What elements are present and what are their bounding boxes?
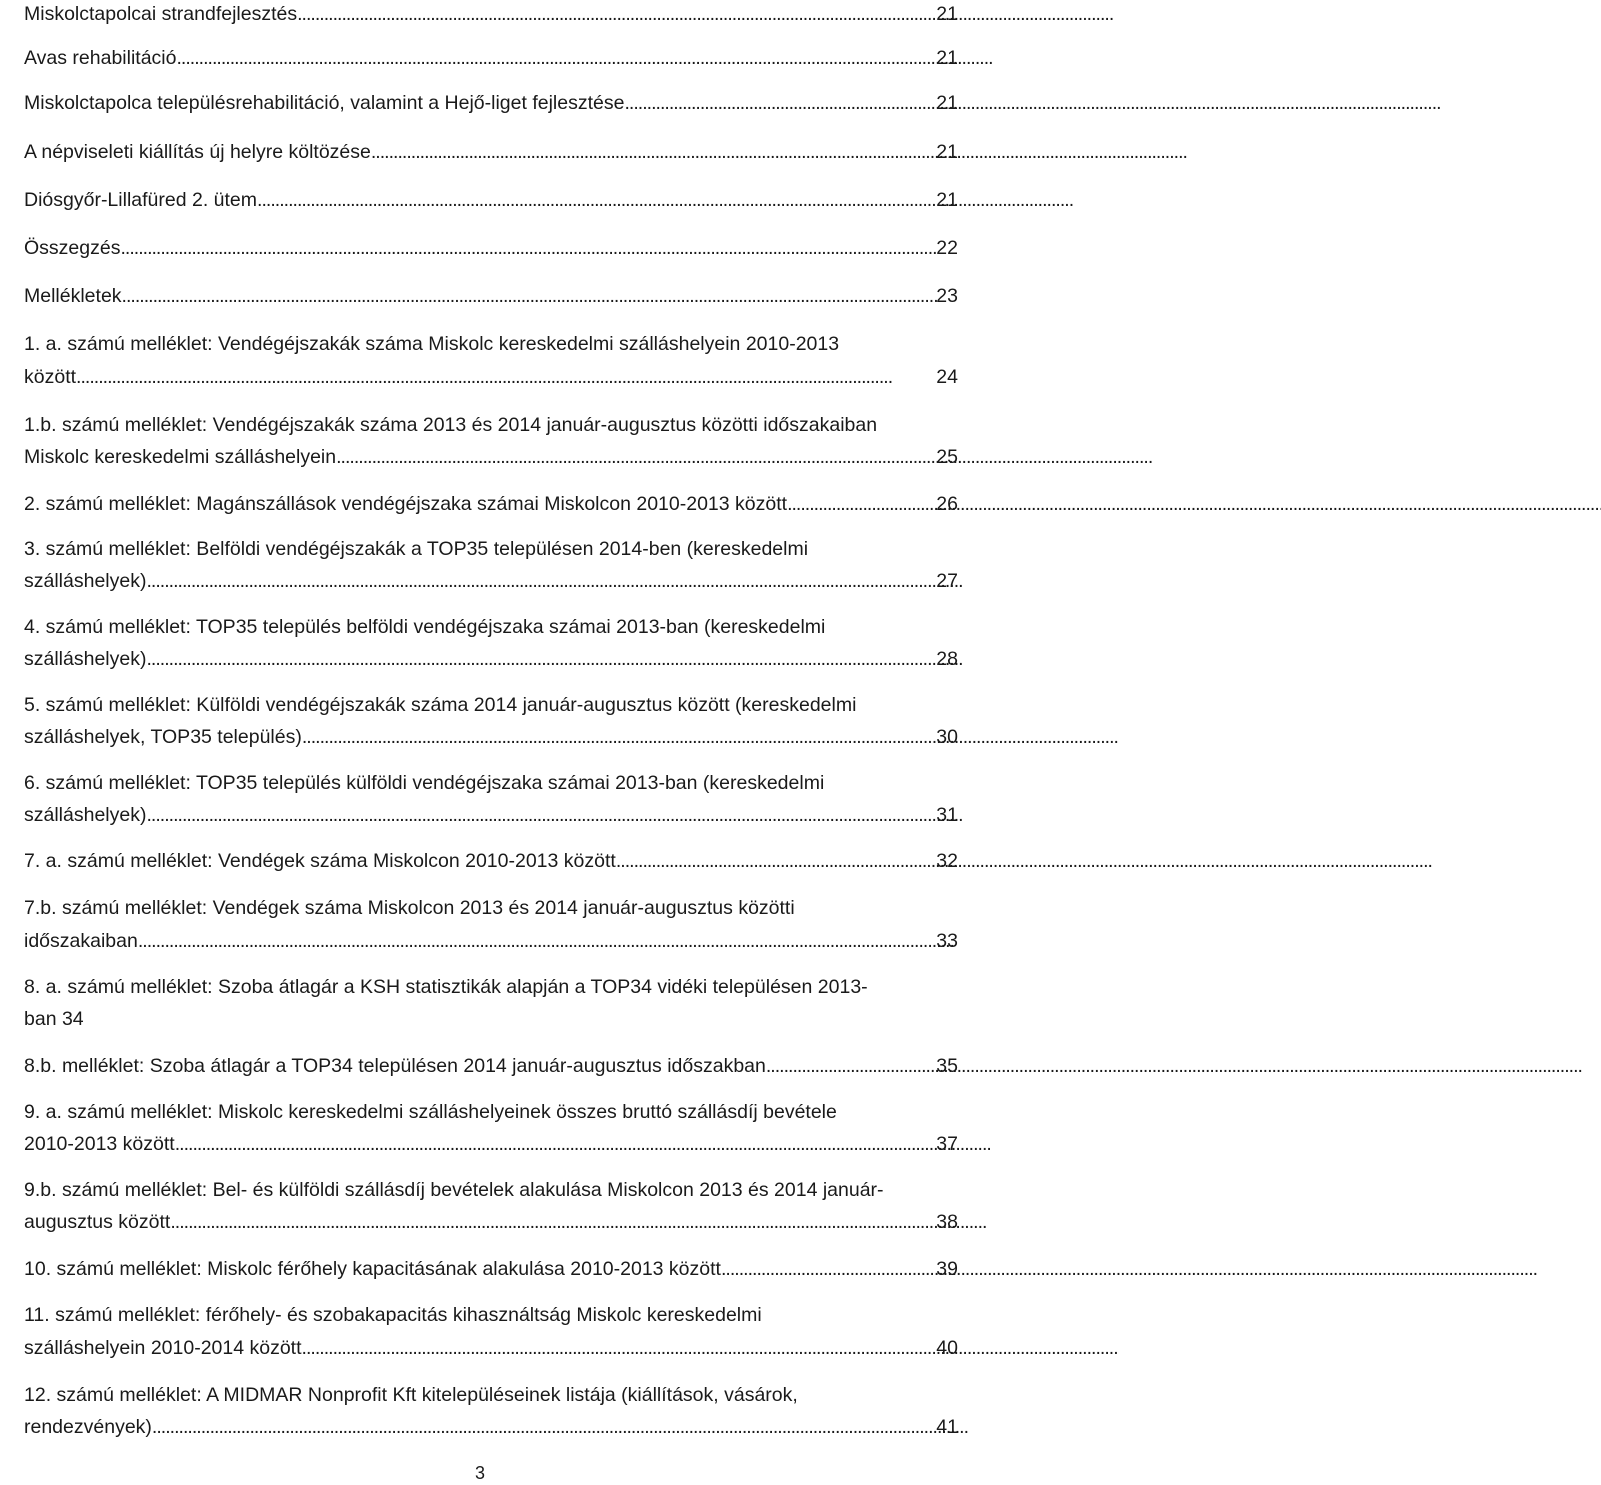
toc-entry-page: 35 xyxy=(936,1055,958,1077)
toc-entry-title: szálláshelyek, TOP35 település) xyxy=(24,726,302,748)
toc-entry-page: 21 xyxy=(936,3,958,25)
toc-entry-page: 41 xyxy=(936,1416,958,1438)
toc-entry[interactable] xyxy=(24,725,958,749)
toc-entry-title-line2[interactable]: ban 34 xyxy=(24,1008,84,1030)
toc-leader-dots xyxy=(257,188,934,212)
toc-entry-page: 40 xyxy=(936,1337,958,1359)
toc-leader-dots xyxy=(787,492,934,516)
toc-entry-title-line1[interactable]: 6. számú melléklet: TOP35 település külföldi vendégéjszaka számai 2013-ban (kereskedelmi xyxy=(24,772,825,794)
toc-entry-title: között xyxy=(24,366,77,388)
toc-entry-title: Avas rehabilitáció xyxy=(24,47,177,69)
toc-entry[interactable] xyxy=(24,1054,958,1078)
toc-entry-page: 37 xyxy=(936,1133,958,1155)
toc-entry-page: 28 xyxy=(936,648,958,670)
toc-entry-title-line1[interactable]: 12. számú melléklet: A MIDMAR Nonprofit Kft kitelepüléseinek listája (kiállítások, vásárok, xyxy=(24,1384,798,1406)
toc-entry-title: 8.b. melléklet: Szoba átlagár a TOP34 településen 2014 január-augusztus időszakban xyxy=(24,1055,766,1077)
toc-leader-dots xyxy=(138,929,934,953)
toc-entry[interactable] xyxy=(24,284,958,308)
toc-entry[interactable] xyxy=(24,2,958,26)
toc-entry-title: szálláshelyek) xyxy=(24,648,147,670)
page-number: 3 xyxy=(474,1463,485,1483)
toc-entry-title: szálláshelyek) xyxy=(24,804,147,826)
toc-entry[interactable] xyxy=(24,236,958,260)
toc-entry[interactable] xyxy=(24,1415,958,1439)
toc-entry[interactable] xyxy=(24,365,958,389)
toc-entry-title-line1[interactable]: 1. a. számú melléklet: Vendégéjszakák száma Miskolc kereskedelmi szálláshelyein 2010-2013 xyxy=(24,333,840,355)
toc-entry-title: 2010-2013 között xyxy=(24,1133,175,1155)
toc-entry[interactable] xyxy=(24,46,958,70)
toc-entry-title: 2. számú melléklet: Magánszállások vendégéjszaka számai Miskolcon 2010-2013 között xyxy=(24,493,788,515)
toc-entry[interactable] xyxy=(24,569,958,593)
toc-entry[interactable] xyxy=(24,803,958,827)
toc-leader-dots xyxy=(175,1132,935,1156)
toc-leader-dots xyxy=(146,569,934,593)
toc-entry-title: szálláshelyein 2010-2014 között xyxy=(24,1337,302,1359)
toc-leader-dots xyxy=(170,1210,934,1234)
toc-entry[interactable] xyxy=(24,647,958,671)
toc-entry-title: időszakaiban xyxy=(24,930,138,952)
toc-entry-title: A népviseleti kiállítás új helyre költözése xyxy=(24,141,371,163)
toc-entry[interactable] xyxy=(24,492,958,516)
toc-entry-title-line1[interactable]: 5. számú melléklet: Külföldi vendégéjszakák száma 2014 január-augusztus között (kereskedelmi xyxy=(24,694,857,716)
toc-entry-title: Miskolc kereskedelmi szálláshelyein xyxy=(24,446,337,468)
toc-entry[interactable] xyxy=(24,1210,958,1234)
toc-leader-dots xyxy=(302,1336,935,1360)
toc-entry[interactable] xyxy=(24,929,958,953)
toc-entry[interactable] xyxy=(24,445,958,469)
toc-entry-page: 23 xyxy=(936,285,958,307)
toc-leader-dots xyxy=(152,1415,934,1439)
toc-entry-page: 21 xyxy=(936,47,958,69)
toc-entry-page: 21 xyxy=(936,92,958,114)
toc-entry-page: 21 xyxy=(936,141,958,163)
toc-entry-title-line1[interactable]: 1.b. számú melléklet: Vendégéjszakák száma 2013 és 2014 január-augusztus közötti időszakaiban xyxy=(24,414,878,436)
toc-entry-title: Miskolctapolca településrehabilitáció, valamint a Hejő-liget fejlesztése xyxy=(24,92,625,114)
toc-leader-dots xyxy=(120,236,934,260)
toc-entry-title-line1[interactable]: 11. számú melléklet: férőhely- és szobakapacitás kihasználtság Miskolc kereskedelmi xyxy=(24,1304,762,1326)
toc-entry-title: Diósgyőr-Lillafüred 2. ütem xyxy=(24,189,258,211)
toc-leader-dots xyxy=(76,365,934,389)
toc-leader-dots xyxy=(176,46,934,70)
toc-leader-dots xyxy=(146,647,934,671)
toc-entry-title-line1[interactable]: 9. a. számú melléklet: Miskolc kereskedelmi szálláshelyeinek összes bruttó szállásdíj bevétele xyxy=(24,1101,837,1123)
toc-entry-title: szálláshelyek) xyxy=(24,570,147,592)
toc-entry-title-line1[interactable]: 7.b. számú melléklet: Vendégek száma Miskolcon 2013 és 2014 január-augusztus közötti xyxy=(24,897,795,919)
toc-entry-title: 10. számú melléklet: Miskolc férőhely kapacitásának alakulása 2010-2013 között xyxy=(24,1258,721,1280)
toc-entry-page: 31 xyxy=(936,804,958,826)
toc-entry[interactable] xyxy=(24,140,958,164)
toc-entry[interactable] xyxy=(24,91,958,115)
toc-entry-page: 21 xyxy=(936,189,958,211)
toc-entry-page: 22 xyxy=(936,237,958,259)
toc-entry-title-line1[interactable]: 8. a. számú melléklet: Szoba átlagár a KSH statisztikák alapján a TOP34 vidéki településen 2013- xyxy=(24,976,868,998)
toc-entry-title: 7. a. számú melléklet: Vendégek száma Miskolcon 2010-2013 között xyxy=(24,850,616,872)
toc-leader-dots xyxy=(721,1257,934,1281)
toc-entry-title-line1[interactable]: 3. számú melléklet: Belföldi vendégéjszakák a TOP35 településen 2014-ben (kereskedelmi xyxy=(24,538,809,560)
toc-entry-title-line1[interactable]: 4. számú melléklet: TOP35 település belföldi vendégéjszaka számai 2013-ban (kereskedelmi xyxy=(24,616,826,638)
toc-entry-page: 39 xyxy=(936,1258,958,1280)
toc-entry[interactable] xyxy=(24,1257,958,1281)
toc-entry[interactable] xyxy=(24,1336,958,1360)
toc-leader-dots xyxy=(624,91,934,115)
toc-leader-dots xyxy=(616,849,934,873)
toc-entry-page: 38 xyxy=(936,1211,958,1233)
toc-entry-page: 30 xyxy=(936,726,958,748)
toc-leader-dots xyxy=(302,725,934,749)
toc-leader-dots xyxy=(336,445,934,469)
toc-entry-page: 25 xyxy=(936,446,958,468)
toc-leader-dots xyxy=(146,803,934,827)
toc-leader-dots xyxy=(122,284,935,308)
toc-entry-page: 33 xyxy=(936,930,958,952)
toc-entry-title: augusztus között xyxy=(24,1211,171,1233)
toc-entry-title: Összegzés xyxy=(24,237,121,259)
toc-entry-title: Mellékletek xyxy=(24,285,122,307)
toc-entry-title: rendezvények) xyxy=(24,1416,152,1438)
toc-entry-page: 27 xyxy=(936,570,958,592)
toc-leader-dots xyxy=(766,1054,934,1078)
toc-entry-page: 24 xyxy=(936,366,958,388)
toc-entry-page: 32 xyxy=(936,850,958,872)
toc-entry[interactable] xyxy=(24,1132,958,1156)
toc-entry-title: Miskolctapolcai strandfejlesztés xyxy=(24,3,298,25)
toc-entry-page: 26 xyxy=(936,493,958,515)
toc-entry-title-line1[interactable]: 9.b. számú melléklet: Bel- és külföldi szállásdíj bevételek alakulása Miskolcon 2013 és 2014 január- xyxy=(24,1179,884,1201)
toc-entry[interactable] xyxy=(24,188,958,212)
toc-entry[interactable] xyxy=(24,849,958,873)
toc-leader-dots xyxy=(297,2,934,26)
toc-leader-dots xyxy=(371,140,934,164)
